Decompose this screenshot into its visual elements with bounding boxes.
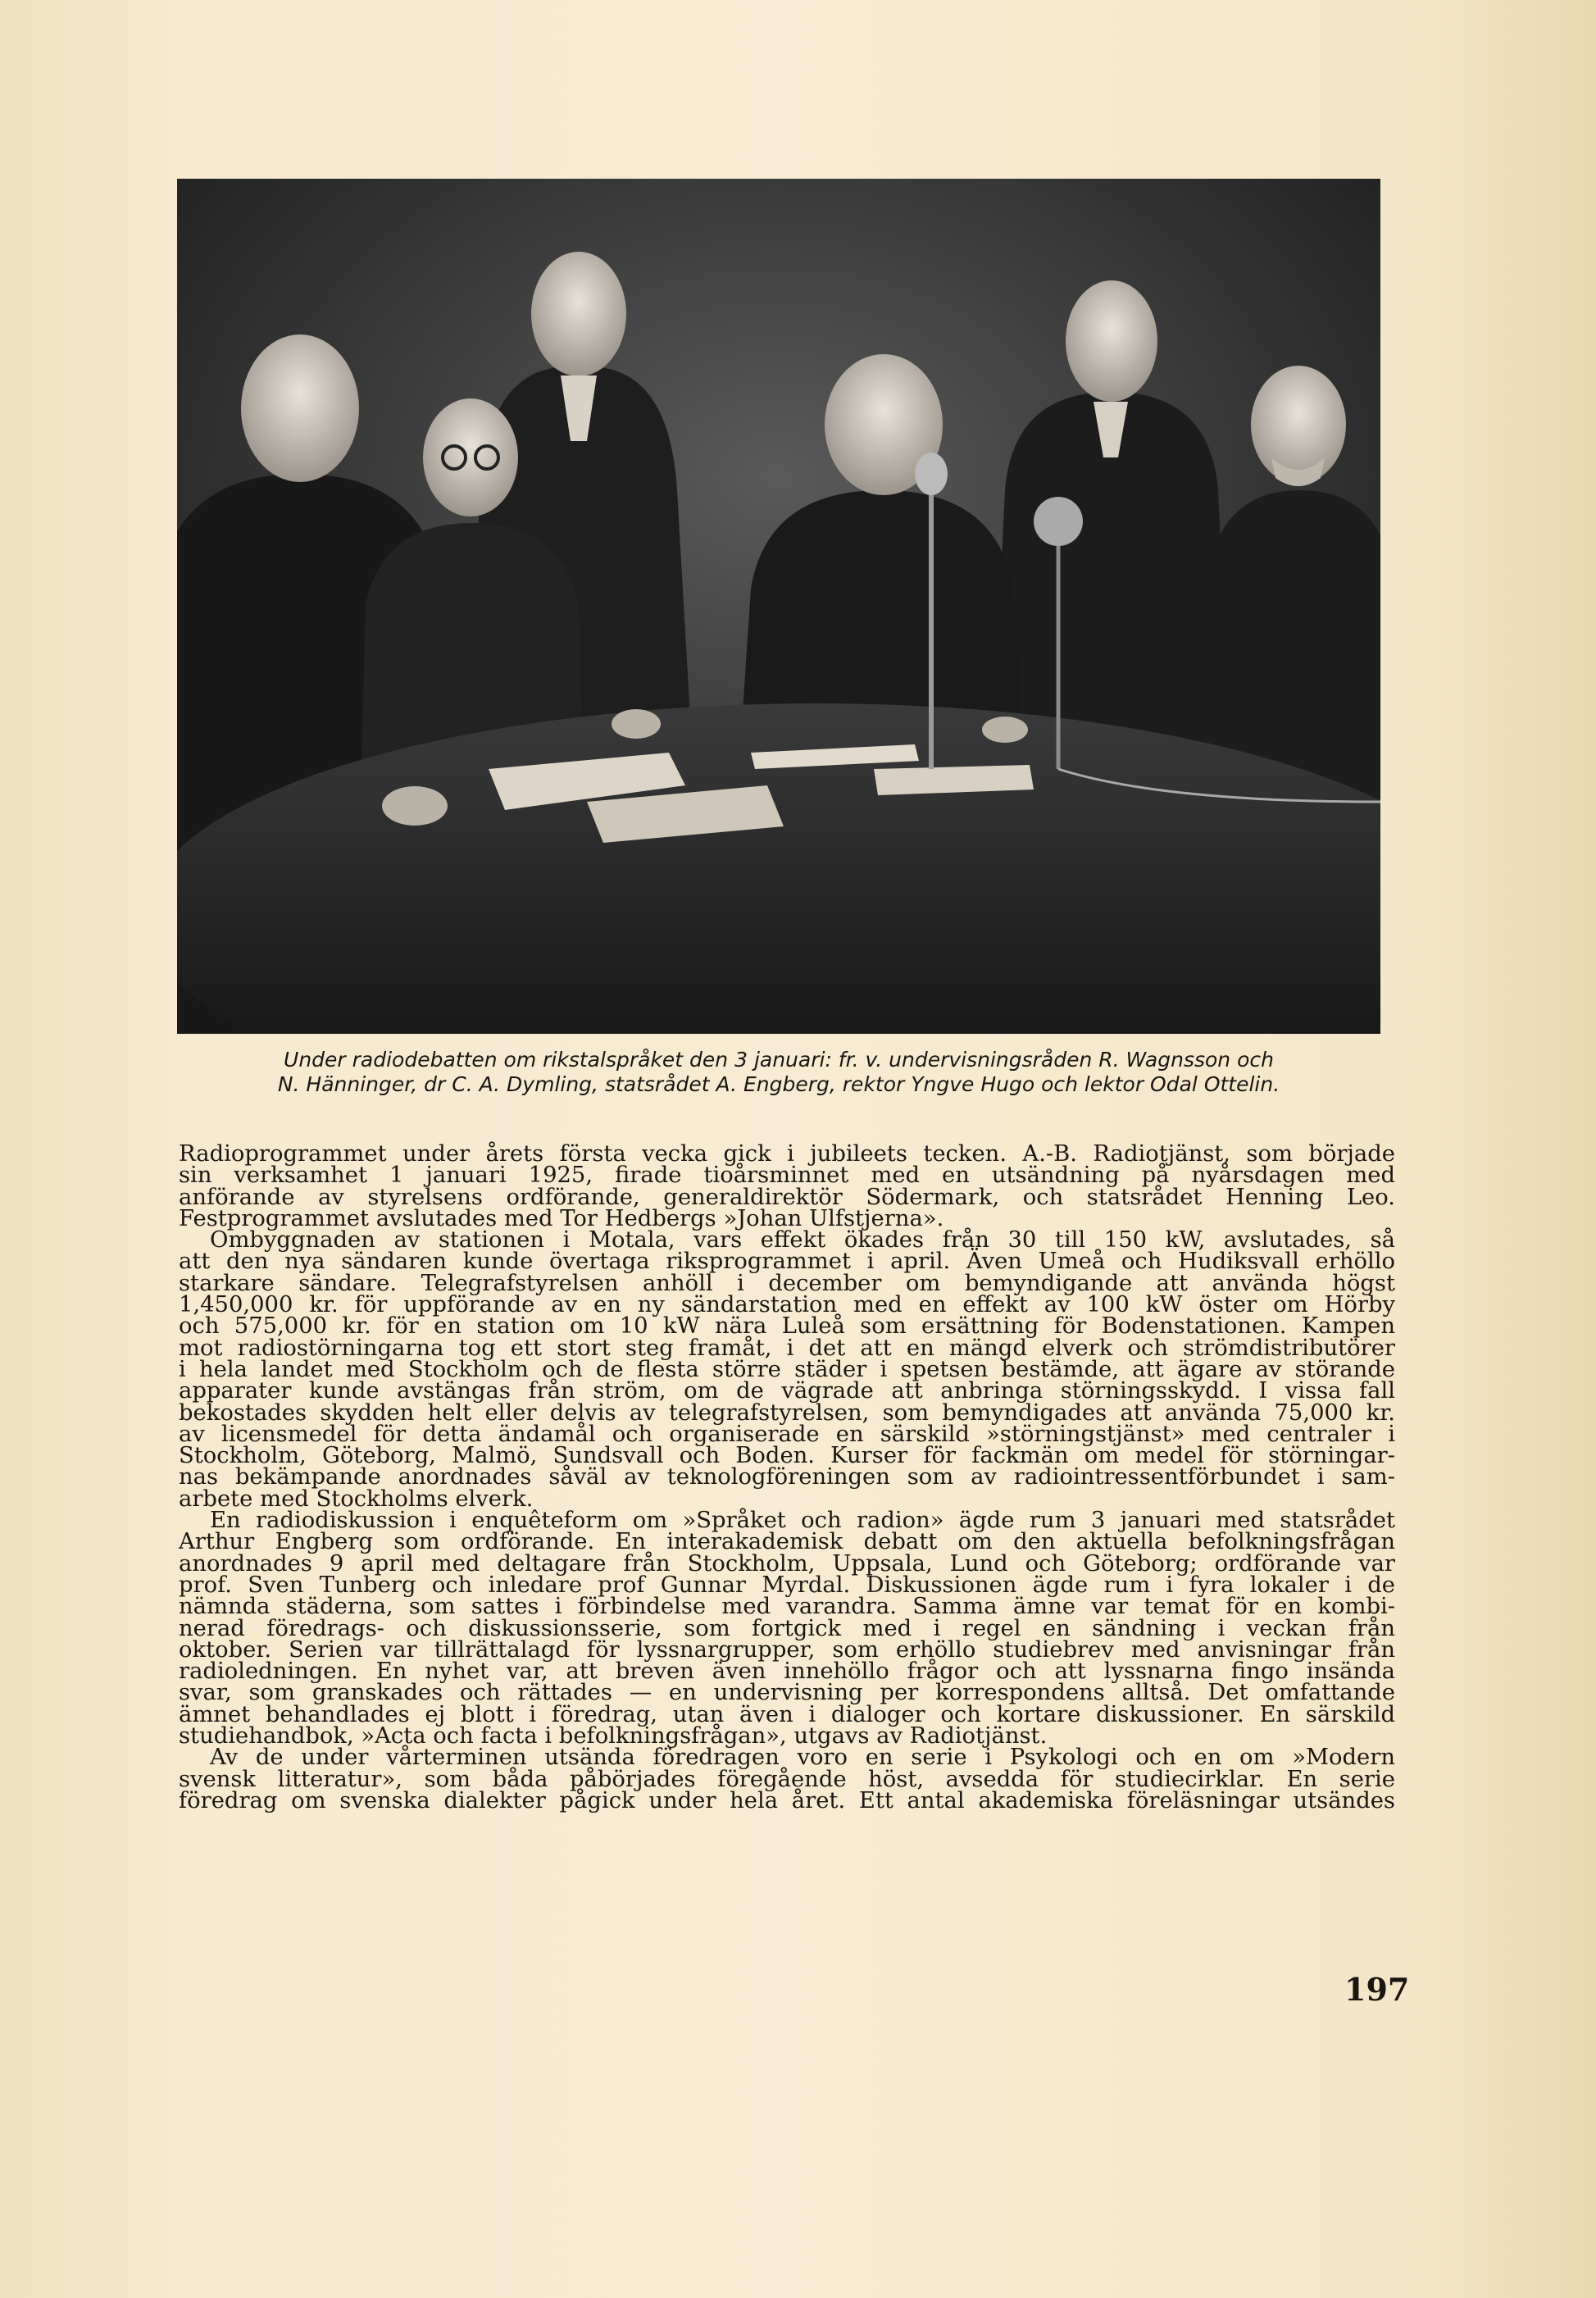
text-line: svar, som granskades och rättades — en undervisning per korrespondens alltså. Det omfattande — [179, 1680, 1395, 1706]
text-line: Radioprogrammet under årets första vecka gick i jubileets tecken. A.-B. Radiotjänst, som började — [179, 1141, 1395, 1167]
article-body — [179, 1141, 1395, 1813]
text-line: nerad föredrags- och diskussionsserie, som fortgick med i regel en sändning i veckan från — [179, 1615, 1395, 1641]
caption-line-1: Under radiodebatten om rikstalspråket den 3 januari: fr. v. undervisningsråden R. Wagnsson och — [284, 1048, 1274, 1072]
text-line: och 575,000 kr. för en station om 10 kW nära Luleå som ersättning för Bodenstationen. Kampen — [179, 1313, 1395, 1340]
page-number: 197 — [1344, 1971, 1410, 2008]
caption-line-2: N. Hänninger, dr C. A. Dymling, statsrådet A. Engberg, rektor Yngve Hugo och lektor Odal Ottelin. — [277, 1072, 1280, 1096]
text-line: Arthur Engberg som ordförande. En interakademisk debatt om den aktuella befolkningsfrågan — [179, 1529, 1395, 1555]
text-line: Stockholm, Göteborg, Malmö, Sundsvall och Boden. Kurser för fackmän om medel för störningar- — [179, 1443, 1395, 1469]
photograph-icon — [177, 179, 1380, 1034]
text-line: anförande av styrelsens ordförande, generaldirektör Södermark, och statsrådet Henning Leo. — [179, 1184, 1395, 1210]
text-line: prof. Sven Tunberg och inledare prof Gunnar Myrdal. Diskussionen ägde rum i fyra lokaler i de — [179, 1572, 1395, 1598]
text-line: bekostades skydden helt eller delvis av telegrafstyrelsen, som bemyndigades att använda 75,000 kr. — [179, 1399, 1395, 1426]
photo-caption — [164, 1048, 1394, 1097]
text-line: arbete med Stockholms elverk. — [179, 1486, 534, 1512]
text-line: av licensmedel för detta ändamål och organiserade en särskild »störningstjänst» med centraler i — [179, 1421, 1395, 1447]
group-photograph — [177, 179, 1380, 1034]
text-line: ämnet behandlades ej blott i föredrag, utan även i dialoger och kortare diskussioner. En särskild — [179, 1701, 1395, 1727]
text-line: radioledningen. En nyhet var, att breven även innehöllo frågor och att lyssnarna fingo insända — [179, 1659, 1395, 1685]
text-line: att den nya sändaren kunde övertaga riksprogrammet i april. Även Umeå och Hudiksvall erhöllo — [179, 1249, 1395, 1275]
text-line: starkare sändare. Telegrafstyrelsen anhöll i december om bemyndigande att använda högst — [179, 1270, 1395, 1296]
text-line: Av de under vårterminen utsända föredragen voro en serie i Psykologi och en om »Modern — [210, 1745, 1395, 1771]
text-line: nas bekämpande anordnades såväl av teknologföreningen som av radiointressentförbundet i sam- — [179, 1464, 1395, 1490]
text-line: 1,450,000 kr. för uppförande av en ny sändarstation med en effekt av 100 kW öster om Hörby — [179, 1292, 1395, 1318]
text-line: nämnda städerna, som sattes i förbindelse med varandra. Samma ämne var temat för en kombi- — [179, 1594, 1395, 1620]
text-line: sin verksamhet 1 januari 1925, firade tioårsminnet med en utsändning på nyårsdagen med — [179, 1163, 1395, 1189]
text-line: mot radiostörningarna tog ett stort steg framåt, i det att en mängd elverk och strömdistributörer — [179, 1335, 1395, 1361]
text-line: i hela landet med Stockholm och de flesta större städer i spetsen bestämde, att ägare av störande — [179, 1356, 1395, 1382]
text-line: svensk litteratur», som båda påbörjades föregående höst, avsedda för studiecirklar. En serie — [179, 1766, 1395, 1792]
text-line: oktober. Serien var tillrättalagd för lyssnargrupper, som erhöllo studiebrev med anvisningar från — [179, 1636, 1395, 1663]
text-line: En radiodiskussion i enquêteform om »Språket och radion» ägde rum 3 januari med statsrådet — [210, 1508, 1395, 1534]
text-line: apparater kunde avstängas från ström, om de vägrade att anbringa störningsskydd. I vissa fall — [179, 1378, 1395, 1404]
text-line: anordnades 9 april med deltagare från Stockholm, Uppsala, Lund och Göteborg; ordförande var — [179, 1550, 1395, 1577]
text-line: Festprogrammet avslutades med Tor Hedbergs »Johan Ulfstjerna». — [179, 1205, 944, 1231]
text-line: studiehandbok, »Acta och facta i befolkningsfrågan», utgavs av Radiotjänst. — [179, 1723, 1048, 1750]
text-line: föredrag om svenska dialekter pågick under hela året. Ett antal akademiska föreläsningar utsändes — [179, 1787, 1395, 1813]
text-line: Ombyggnaden av stationen i Motala, vars effekt ökades från 30 till 150 kW, avslutades, så — [210, 1227, 1395, 1254]
